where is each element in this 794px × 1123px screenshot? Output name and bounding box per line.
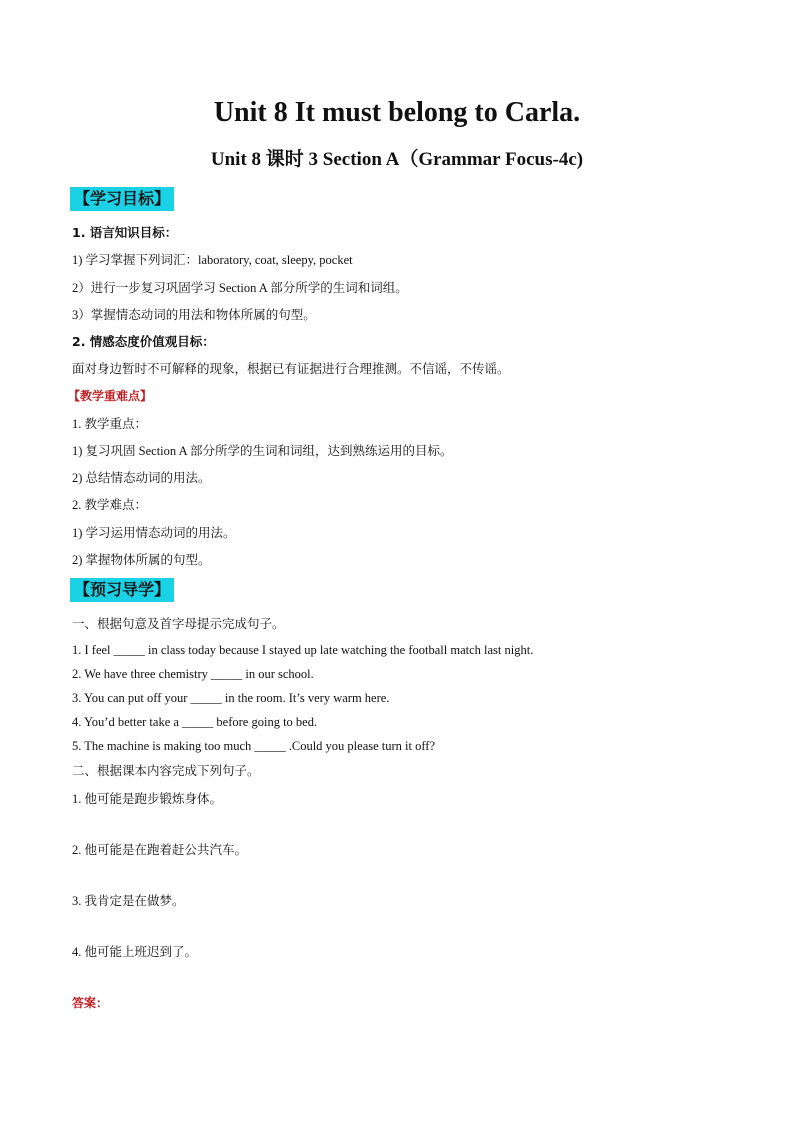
key-point-item: 2) 总结情态动词的用法。 [72, 471, 211, 485]
key-point-item: 1) 学习运用情态动词的用法。 [72, 526, 236, 540]
translation-item: 2. 他可能是在跑着赶公共汽车。 [72, 843, 248, 857]
objectives-heading: 【学习目标】 [70, 187, 174, 211]
key-point-item: 2) 掌握物体所属的句型。 [72, 553, 211, 567]
objective-item: 1. 语言知识目标： [72, 225, 178, 240]
key-point-item: 1. 教学重点： [72, 417, 148, 431]
exercise-sentence: 5. The machine is making too much _____ .Could you please turn it off? [72, 739, 436, 753]
part1-title: 一、根据句意及首字母提示完成句子。 [72, 617, 285, 631]
page-subtitle: Unit 8 课时 3 Section A（Grammar Focus-4c) [210, 149, 584, 170]
part2-title: 二、根据课本内容完成下列句子。 [72, 764, 260, 778]
translation-item: 3. 我肯定是在做梦。 [72, 894, 185, 908]
objective-item: 2. 情感态度价值观目标： [72, 334, 215, 349]
preview-heading: 【预习导学】 [70, 578, 174, 602]
key-point-item: 1) 复习巩固 Section A 部分所学的生词和词组，达到熟练运用的目标。 [72, 444, 453, 458]
exercise-sentence: 2. We have three chemistry _____ in our school. [72, 667, 314, 681]
exercise-sentence: 1. I feel _____ in class today because I stayed up late watching the football match last night. [72, 643, 534, 657]
translation-item: 4. 他可能上班迟到了。 [72, 945, 198, 959]
exercise-sentence: 3. You can put off your _____ in the room. It’s very warm here. [72, 691, 390, 705]
exercise-sentence: 4. You’d better take a _____ before going to bed. [72, 715, 318, 729]
objective-item: 1) 学习掌握下列词汇：laboratory, coat, sleepy, pocket [72, 253, 353, 267]
answer-label: 答案： [72, 996, 109, 1010]
key-points-heading: 【教学重难点】 [68, 389, 153, 403]
page-title: Unit 8 It must belong to Carla. [213, 97, 581, 128]
objective-item: 3）掌握情态动词的用法和物体所属的句型。 [72, 308, 316, 322]
objective-item: 2）进行一步复习巩固学习 Section A 部分所学的生词和词组。 [72, 281, 408, 295]
translation-item: 1. 他可能是跑步锻炼身体。 [72, 792, 223, 806]
key-point-item: 2. 教学难点： [72, 498, 148, 512]
objective-item: 面对身边暂时不可解释的现象，根据已有证据进行合理推测。不信谣，不传谣。 [72, 362, 510, 376]
